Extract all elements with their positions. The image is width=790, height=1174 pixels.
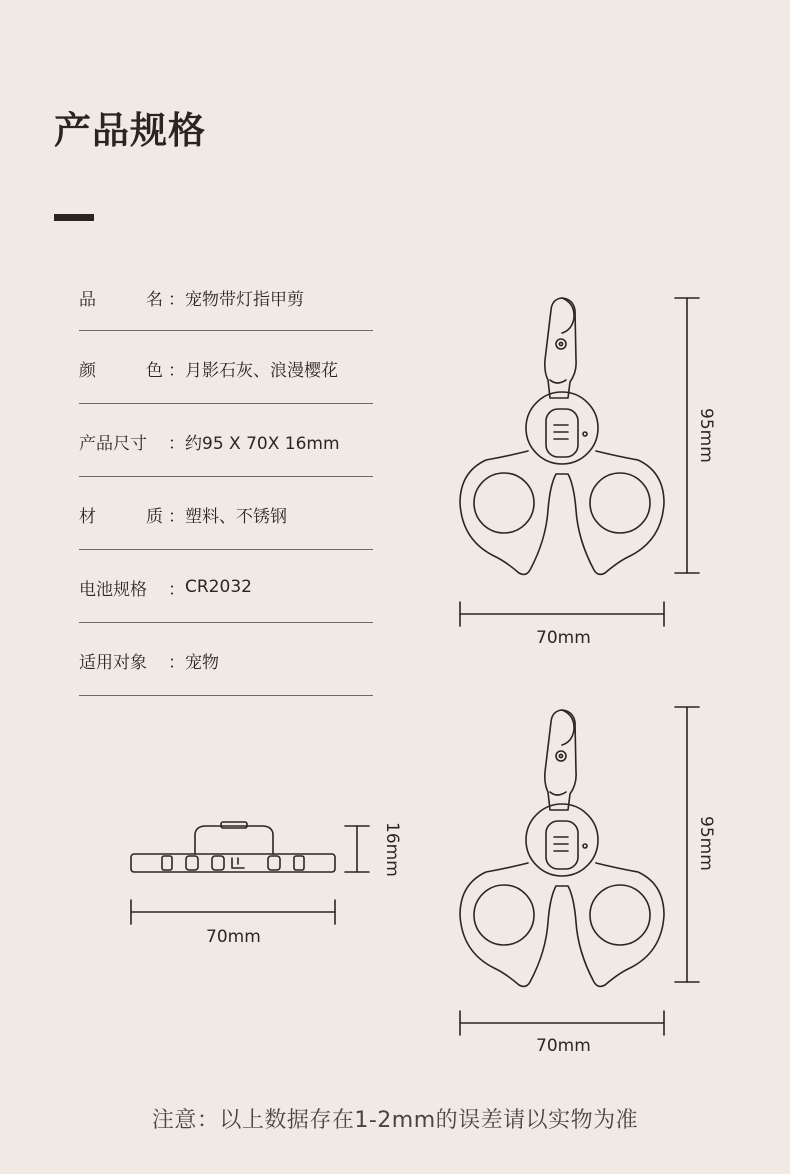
dimension-line-width-top bbox=[460, 602, 664, 626]
spec-label-text: 适用对象 bbox=[79, 652, 147, 673]
dimension-label-width-bottom: 70mm bbox=[536, 1036, 591, 1056]
spec-value: 宠物带灯指甲剪 bbox=[185, 289, 304, 310]
spec-colon: ： bbox=[168, 506, 185, 527]
spec-value: 宠物 bbox=[185, 652, 219, 673]
spec-value: 约95 X 70X 16mm bbox=[185, 433, 340, 454]
spec-label-char: 颜 bbox=[79, 360, 96, 381]
spec-colon: ： bbox=[168, 652, 185, 673]
spec-colon: ： bbox=[168, 360, 185, 381]
disclaimer-note: 注意：以上数据存在1-2mm的误差请以实物为准 bbox=[151, 1108, 639, 1133]
spec-label-char: 品 bbox=[79, 289, 96, 310]
spec-colon: ： bbox=[168, 289, 185, 310]
page-title: 产品规格 bbox=[54, 109, 206, 152]
dimension-label-thickness-side: 16mm bbox=[382, 822, 402, 877]
spec-label-char: 名 bbox=[146, 289, 163, 310]
spec-colon: ： bbox=[168, 579, 185, 600]
dimension-label-height-top: 95mm bbox=[696, 408, 716, 463]
spec-label-char: 色 bbox=[146, 360, 163, 381]
spec-label-char: 材 bbox=[79, 506, 96, 527]
spec-value: 月影石灰、浪漫樱花 bbox=[185, 360, 338, 381]
clipper-front-view bbox=[460, 298, 664, 574]
clipper-side-view bbox=[131, 822, 335, 872]
dimension-line-width-bottom bbox=[460, 1011, 664, 1035]
spec-colon: ： bbox=[168, 433, 185, 454]
dimension-label-height-bottom: 95mm bbox=[696, 816, 716, 871]
dimension-label-width-top: 70mm bbox=[536, 628, 591, 648]
dimension-line-width-side bbox=[131, 900, 335, 924]
spec-label-char: 质 bbox=[146, 506, 163, 527]
spec-value: CR2032 bbox=[185, 577, 252, 597]
dimension-label-width-side: 70mm bbox=[206, 927, 261, 947]
dimension-line-thickness-side bbox=[345, 826, 369, 872]
spec-label-text: 电池规格 bbox=[79, 579, 147, 600]
spec-value: 塑料、不锈钢 bbox=[185, 506, 287, 527]
clipper-front-view-2 bbox=[460, 710, 664, 986]
spec-label-text: 产品尺寸 bbox=[79, 433, 147, 454]
